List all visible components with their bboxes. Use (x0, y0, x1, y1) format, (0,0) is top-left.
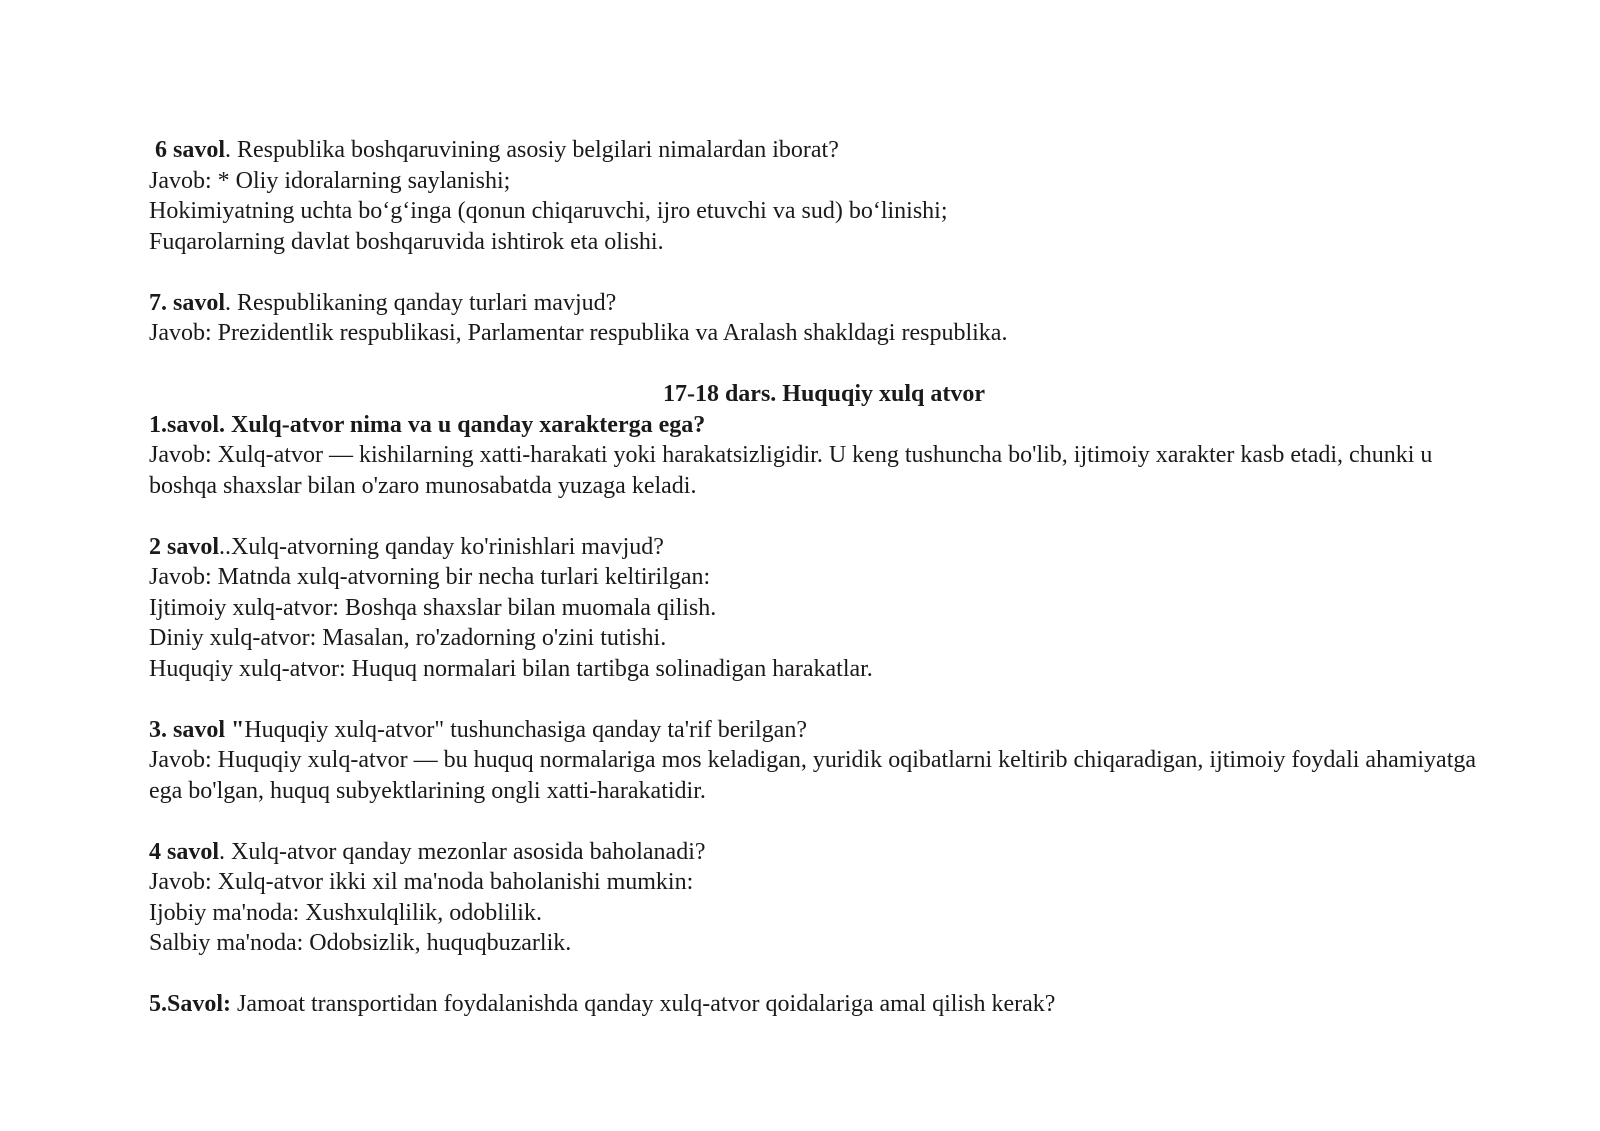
section-answer-4-line-3: Salbiy ma'noda: Odobsizlik, huquqbuzarlik. (149, 930, 572, 956)
section-answer-4-line-1: Javob: Xulq-atvor ikki xil ma'noda baholanishi mumkin: (149, 869, 694, 895)
section-question-5-text: Jamoat transportidan foydalanishda qanday xulq-atvor qoidalariga amal qilish kerak? (231, 991, 1056, 1017)
section-question-4 (149, 837, 1499, 868)
blank-line (149, 501, 1499, 532)
answer-6-line-2: Hokimiyatning uchta bo‘g‘inga (qonun chiqaruvchi, ijro etuvchi va sud) bo‘linishi; (149, 198, 948, 224)
section-question-5 (149, 989, 1499, 1020)
blank-line (149, 349, 1499, 380)
section-answer-2-line-1: Javob: Matnda xulq-atvorning bir necha turlari keltirilgan: (149, 564, 711, 590)
section-answer-3: Javob: Huquqiy xulq-atvor — bu huquq normalariga mos keladigan, yuridik oqibatlarni keltirib chiqaradigan, ijtimoiy foydali ahamiyatga ega bo'lgan, huquq subyektlarining ongli xatti-harakatidir. (149, 747, 1477, 804)
section-question-1 (149, 410, 1499, 441)
blank-line (149, 959, 1499, 990)
question-6-label: 6 savol (155, 137, 226, 163)
question-7 (149, 288, 1499, 319)
section-question-4-label: 4 savol (149, 838, 220, 865)
question-7-label: 7. savol (149, 289, 226, 316)
section-question-2-text: ..Xulq-atvorning qanday ko'rinishlari mavjud? (219, 533, 664, 560)
answer-6-line-1: Javob: * Oliy idoralarning saylanishi; (149, 167, 511, 194)
section-question-4-text: . Xulq-atvor qanday mezonlar asosida baholanadi? (219, 838, 706, 865)
section-title: 17-18 dars. Huquqiy xulq atvor (662, 381, 986, 407)
question-6-text: . Respublika boshqaruvining asosiy belgilari nimalardan iborat? (225, 137, 839, 163)
section-question-1-text: 1.savol. Xulq-atvor nima va u qanday xarakterga ega? (149, 411, 706, 438)
blank-line (149, 257, 1499, 288)
document-page (149, 135, 1499, 1020)
question-6 (149, 135, 1499, 166)
answer-7: Javob: Prezidentlik respublikasi, Parlamentar respublika va Aralash shakldagi respublika. (149, 320, 1008, 346)
section-question-5-label: 5.Savol: (149, 991, 232, 1017)
section-question-2 (149, 532, 1499, 563)
question-7-text: . Respublikaning qanday turlari mavjud? (225, 289, 617, 316)
section-question-2-label: 2 savol (149, 533, 220, 560)
section-question-3-text: Huquqiy xulq-atvor" tushunchasiga qanday ta'rif berilgan? (244, 716, 807, 743)
section-answer-2-line-3: Diniy xulq-atvor: Masalan, ro'zadorning o'zini tutishi. (149, 625, 667, 651)
answer-6-line-3: Fuqarolarning davlat boshqaruvida ishtirok eta olishi. (149, 228, 664, 255)
section-answer-4-line-2: Ijobiy ma'noda: Xushxulqlilik, odoblilik. (149, 899, 542, 926)
section-answer-2-line-2: Ijtimoiy xulq-atvor: Boshqa shaxslar bilan muomala qilish. (149, 594, 717, 621)
section-question-3 (149, 715, 1499, 746)
section-answer-2-line-4: Huquqiy xulq-atvor: Huquq normalari bilan tartibga solinadigan harakatlar. (149, 655, 873, 682)
blank-line (149, 806, 1499, 837)
section-answer-1: Javob: Xulq-atvor — kishilarning xatti-harakati yoki harakatsizligidir. U keng tushuncha bo'lib, ijtimoiy xarakter kasb etadi, chunki u boshqa shaxslar bilan o'zaro munosabatda yuzaga keladi. (149, 442, 1433, 499)
blank-line (149, 684, 1499, 715)
section-question-3-label: 3. savol " (149, 716, 245, 743)
